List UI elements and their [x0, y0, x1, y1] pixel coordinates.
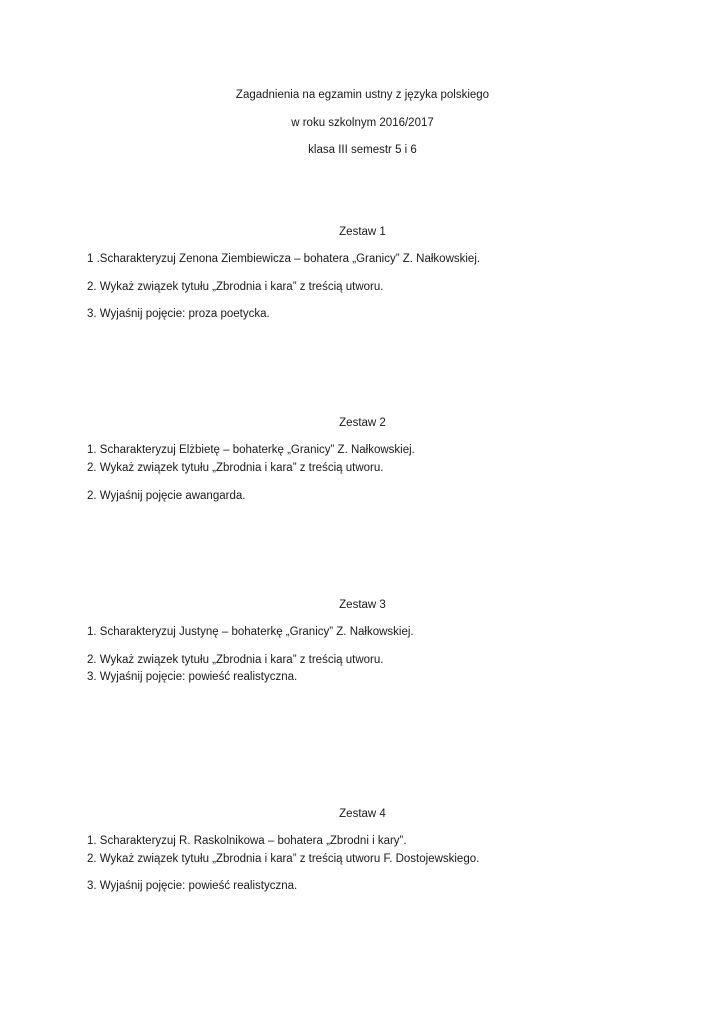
class-semester: klasa III semestr 5 i 6	[308, 144, 417, 156]
set-title: Zestaw 2	[339, 417, 386, 429]
set-title: Zestaw 4	[339, 808, 386, 820]
question-item: 1. Scharakteryzuj Elżbietę – bohaterkę „Granicy” Z. Nałkowskiej.	[87, 444, 415, 456]
question-item: 2. Wykaż związek tytułu „Zbrodnia i kara” z treścią utworu F. Dostojewskiego.	[87, 853, 480, 865]
question-item: 3. Wyjaśnij pojęcie: powieść realistyczna.	[87, 880, 298, 892]
question-item: 3. Wyjaśnij pojęcie: proza poetycka.	[87, 308, 270, 320]
school-year: w roku szkolnym 2016/2017	[291, 117, 434, 129]
question-item: 2. Wyjaśnij pojęcie awangarda.	[87, 490, 246, 502]
question-item: 1. Scharakteryzuj R. Raskolnikowa – bohatera „Zbrodni i kary”.	[87, 835, 407, 847]
document-title: Zagadnienia na egzamin ustny z języka polskiego	[235, 89, 490, 101]
question-item: 1 .Scharakteryzuj Zenona Ziembiewicza – bohatera „Granicy” Z. Nałkowskiej.	[87, 253, 481, 265]
question-item: 2. Wykaż związek tytułu „Zbrodnia i kara” z treścią utworu.	[87, 654, 384, 666]
set-title: Zestaw 1	[339, 226, 386, 238]
question-item: 2. Wykaż związek tytułu „Zbrodnia i kara” z treścią utworu.	[87, 281, 384, 293]
question-item: 1. Scharakteryzuj Justynę – bohaterkę „Granicy” Z. Nałkowskiej.	[87, 626, 414, 638]
set-title: Zestaw 3	[339, 599, 386, 611]
question-item: 2. Wykaż związek tytułu „Zbrodnia i kara” z treścią utworu.	[87, 462, 384, 474]
question-item: 3. Wyjaśnij pojęcie: powieść realistyczna.	[87, 671, 298, 683]
